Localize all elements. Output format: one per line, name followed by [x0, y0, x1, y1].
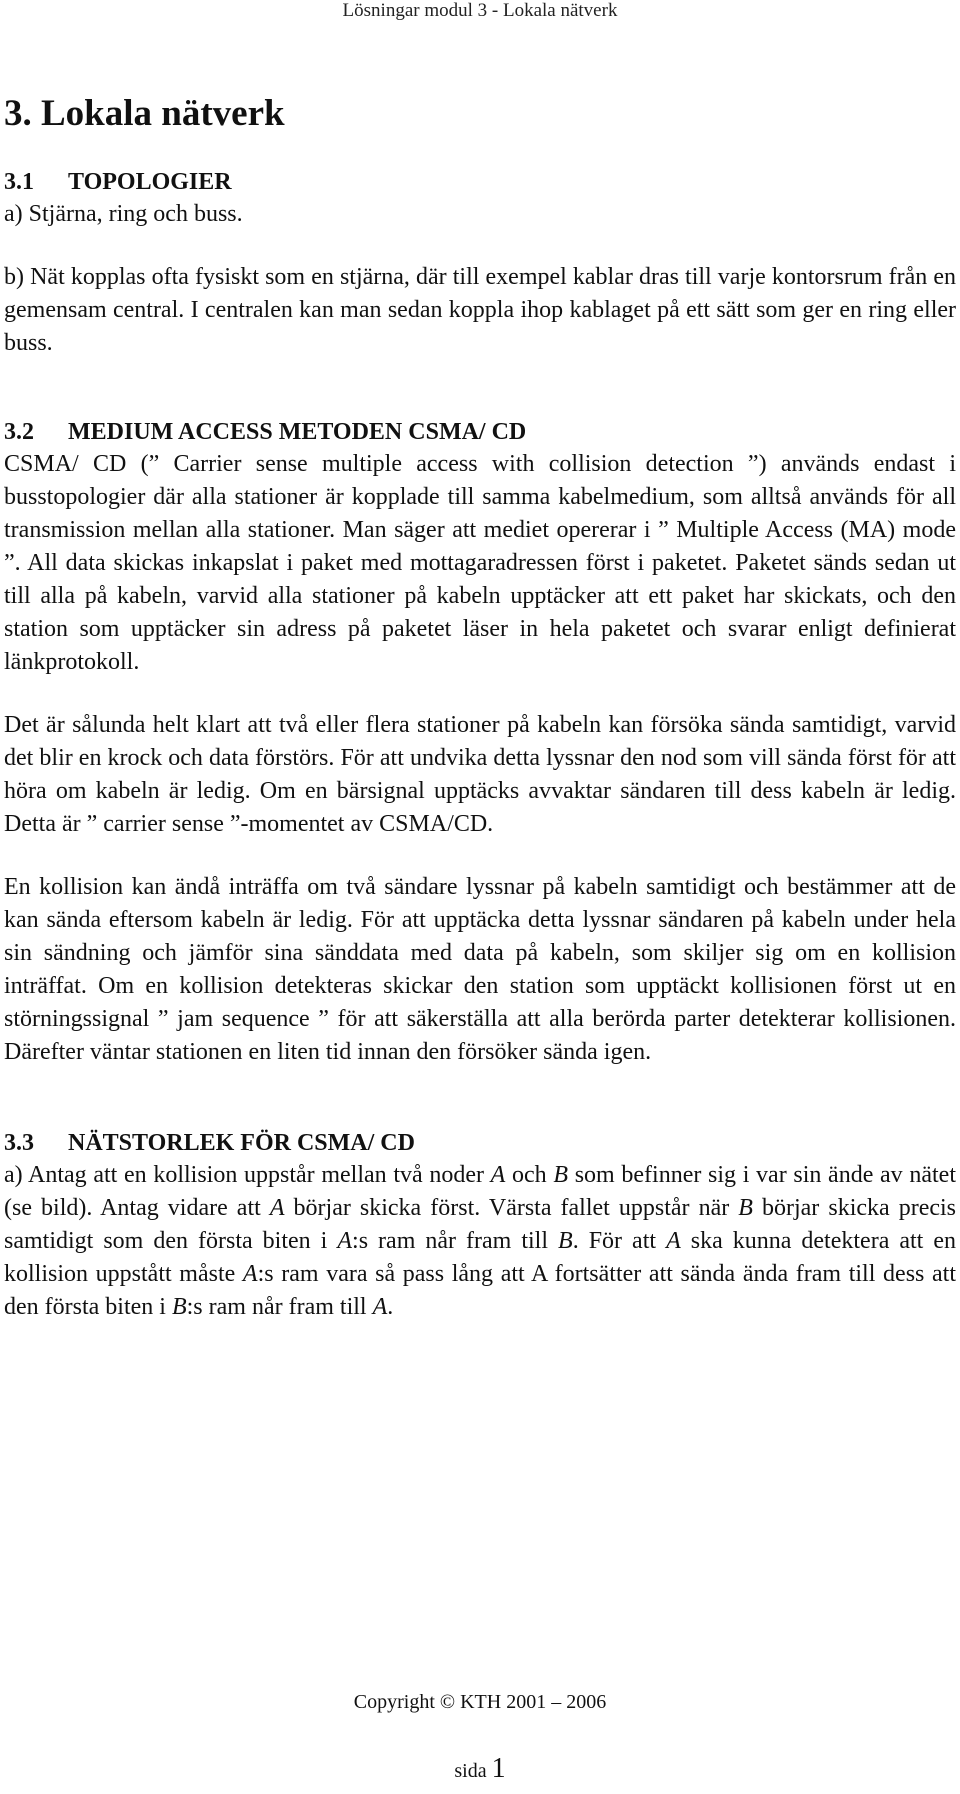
section-title: TOPOLOGIER [68, 169, 232, 195]
running-header: Lösningar modul 3 - Lokala nätverk [342, 0, 618, 21]
section-heading-3-3 [4, 1127, 956, 1159]
page-label: sida [454, 1760, 487, 1782]
section-number: 3.1 [4, 169, 34, 195]
page-content [4, 92, 956, 1324]
paragraph-3-3-a: a) Antag att en kollision uppstår mellan två noder A och B som befinner sig i var sin ände av nätet (se bild). Antag vidare att A börjar skicka först. Värsta fallet uppstår när B börjar skicka precis samtidigt som den första biten i A:s ram når fram till B. För att A ska kunna detektera att en kollision uppstått måste A:s ram vara så pass lång att A fortsätter att sända ända fram till dess att den första biten i B:s ram når fram till A. [4, 1162, 957, 1320]
page-number-value: 1 [491, 1753, 506, 1784]
footer-copyright: Copyright © KTH 2001 – 2006 [353, 1691, 607, 1713]
section-heading-3-2 [4, 416, 956, 448]
paragraph-3-1-b: b) Nät kopplas ofta fysiskt som en stjärna, där till exempel kablar dras till varje kontorsrum från en gemensam central. I centralen kan man sedan koppla ihop kablaget på ett sätt som ger en ring eller buss. [4, 264, 956, 356]
paragraph-3-2-1: CSMA/ CD (” Carrier sense multiple access with collision detection ”) används endast i busstopologier där alla stationer är kopplade till samma kabelmedium, som alltså används för all transmission mellan alla stationer. Man säger att mediet opererar i ” Multiple Access (MA) mode ”. All data skickas inkapslat i paket med mottagaradressen först i paketet. Paketet sänds sedan ut till alla på kabeln, varvid alla stationer på kabeln upptäcker att ett paket har skickats, och den station som upptäcker sin adress på paketet läser in hela paketet och svarar enligt definierat länkprotokoll. [4, 451, 956, 675]
paragraph-3-2-2: Det är sålunda helt klart att två eller flera stationer på kabeln kan försöka sända samtidigt, varvid det blir en krock och data förstörs. För att undvika detta lyssnar den nod som vill sända först för att höra om kabeln är ledig. Om en bärsignal upptäcks avvaktar sändaren till dess kabeln är ledig. Detta är ” carrier sense ”-momentet av CSMA/CD. [4, 712, 956, 837]
section-number: 3.2 [4, 419, 34, 445]
section-number: 3.3 [4, 1130, 34, 1156]
page-number [0, 1755, 960, 1785]
paragraph-3-1-a: a) Stjärna, ring och buss. [4, 201, 243, 227]
paragraph-3-2-3: En kollision kan ändå inträffa om två sändare lyssnar på kabeln samtidigt och bestämmer att de kan sända eftersom kabeln är ledig. För att upptäcka detta lyssnar sändaren på kabeln under hela sin sändning och jämför sina sänddata med data på kabeln, som skiljer sig om en kollision inträffat. Om en kollision detekteras skickar den station som upptäckt kollisionen först ut en störningssignal ” jam sequence ” för att säkerställa att alla berörda parter detekterar kollisionen. Därefter väntar stationen en liten tid innan den försöker sända igen. [4, 874, 956, 1065]
chapter-title: 3. Lokala nätverk [4, 93, 285, 134]
section-title: NÄTSTORLEK FÖR CSMA/ CD [68, 1130, 415, 1156]
section-heading-3-1 [4, 166, 956, 198]
section-title: MEDIUM ACCESS METODEN CSMA/ CD [68, 419, 527, 445]
